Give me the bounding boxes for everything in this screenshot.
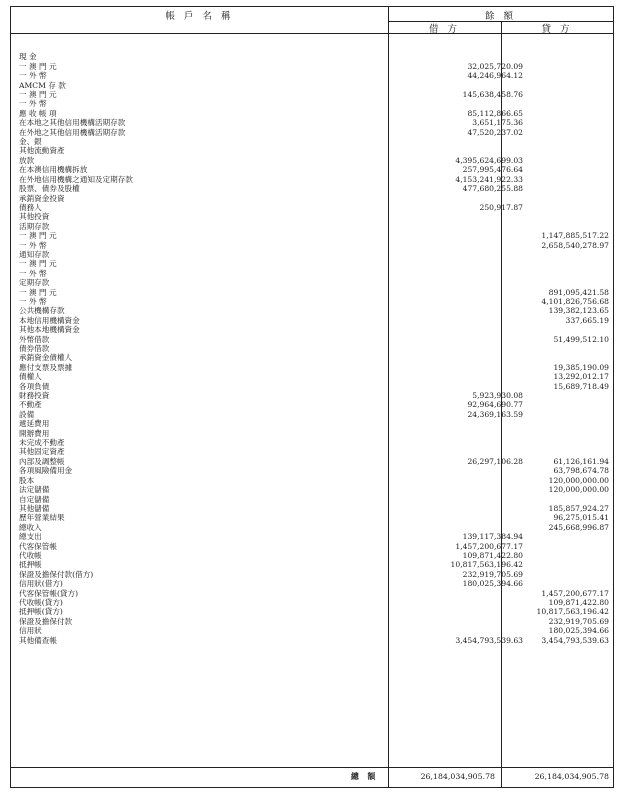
table-row bbox=[11, 457, 613, 466]
divider-body-total bbox=[11, 767, 613, 768]
table-row bbox=[11, 288, 613, 297]
account-label: 內部及調整帳 bbox=[19, 456, 65, 466]
table-row bbox=[11, 429, 613, 438]
table-row bbox=[11, 325, 613, 334]
account-label: 各項風險備用金 bbox=[19, 466, 73, 476]
debit-amount: 3,454,793,539.63 bbox=[455, 635, 523, 645]
table-row bbox=[11, 118, 613, 127]
table-row bbox=[11, 335, 613, 344]
table-row bbox=[11, 99, 613, 108]
account-label: 一 澳 門 元 bbox=[19, 287, 57, 297]
table-row bbox=[11, 71, 613, 80]
table-row bbox=[11, 146, 613, 155]
account-label: 本地信用機構資金 bbox=[19, 315, 80, 325]
account-label: 開辦費用 bbox=[19, 428, 50, 438]
table-row bbox=[11, 353, 613, 362]
debit-amount: 47,520,237.02 bbox=[467, 127, 523, 137]
account-label: 現 金 bbox=[19, 52, 37, 62]
account-label: 在本地之其他信用機構活期存款 bbox=[19, 118, 126, 128]
table-row bbox=[11, 241, 613, 250]
credit-amount: 61,126,161.94 bbox=[553, 456, 609, 466]
account-label: 抵押帳(貸方) bbox=[19, 607, 63, 617]
account-label: 一 澳 門 元 bbox=[19, 61, 57, 71]
table-row bbox=[11, 109, 613, 118]
credit-amount: 1,457,200,677.17 bbox=[541, 588, 609, 598]
header-debit: 借 方 bbox=[428, 24, 461, 35]
table-row bbox=[11, 250, 613, 259]
table-row bbox=[11, 137, 613, 146]
account-label: 一 外 幣 bbox=[19, 71, 47, 81]
table-row bbox=[11, 81, 613, 90]
account-label: 債券借款 bbox=[19, 344, 50, 353]
table-row bbox=[11, 165, 613, 174]
account-label: 代收帳 bbox=[19, 550, 42, 560]
table-row bbox=[11, 419, 613, 428]
account-label: 其他流動資產 bbox=[19, 146, 65, 156]
table-row bbox=[11, 532, 613, 541]
account-label: 信用狀(借方) bbox=[19, 579, 63, 589]
table-row bbox=[11, 52, 613, 61]
credit-amount: 3,454,793,539.63 bbox=[541, 635, 609, 645]
account-label: 自定儲備 bbox=[19, 494, 50, 504]
credit-amount: 109,871,422.80 bbox=[548, 597, 609, 607]
total-credit: 26,184,034,905.78 bbox=[534, 772, 609, 781]
table-row bbox=[11, 400, 613, 409]
account-label: 一 澳 門 元 bbox=[19, 259, 57, 269]
table-row bbox=[11, 523, 613, 532]
debit-amount: 180,025,394.66 bbox=[462, 579, 523, 589]
account-label: 代收帳(貸方) bbox=[19, 597, 63, 607]
credit-amount: 337,665.19 bbox=[565, 315, 609, 325]
debit-amount: 26,297,106.28 bbox=[467, 456, 523, 466]
table-row bbox=[11, 259, 613, 268]
credit-amount: 10,817,563,196.42 bbox=[536, 607, 609, 617]
table-row bbox=[11, 90, 613, 99]
account-label: 各項負債 bbox=[19, 381, 50, 391]
table-row bbox=[11, 636, 613, 645]
account-label: 在外地之其他信用機構活期存款 bbox=[19, 127, 126, 137]
account-label: 遞延費用 bbox=[19, 419, 50, 429]
debit-amount: 109,871,422.80 bbox=[462, 550, 523, 560]
account-label: 債務人 bbox=[19, 202, 42, 212]
account-label: 股本 bbox=[19, 475, 35, 485]
account-label: 代客保管帳(貸方) bbox=[19, 588, 79, 598]
account-label: 一 外 幣 bbox=[19, 296, 47, 306]
total-debit: 26,184,034,905.78 bbox=[420, 772, 495, 781]
account-label: AMCM 存 款 bbox=[19, 80, 66, 90]
credit-amount: 180,025,394.66 bbox=[548, 626, 609, 636]
table-row bbox=[11, 485, 613, 494]
account-label: 保證及擔保付款 bbox=[19, 616, 73, 626]
credit-amount: 15,689,718.49 bbox=[553, 381, 609, 391]
credit-amount: 13,292,012.17 bbox=[553, 372, 609, 382]
account-rows bbox=[11, 43, 613, 645]
debit-amount: 1,457,200,677.17 bbox=[455, 541, 523, 551]
table-row bbox=[11, 607, 613, 616]
table-row bbox=[11, 212, 613, 221]
account-label: 其他備查帳 bbox=[19, 635, 57, 645]
account-label: 財務投資 bbox=[19, 391, 50, 401]
credit-amount: 2,658,540,278.97 bbox=[541, 240, 609, 250]
account-label: 活期存款 bbox=[19, 221, 50, 231]
credit-amount: 1,147,885,517.22 bbox=[541, 231, 609, 241]
table-row bbox=[11, 589, 613, 598]
account-label: 未完成不動產 bbox=[19, 438, 65, 448]
account-label: 承銷資金債權人 bbox=[19, 353, 73, 363]
account-label: 一 外 幣 bbox=[19, 99, 47, 109]
table-row bbox=[11, 344, 613, 353]
account-label: 承銷資金投資 bbox=[19, 193, 65, 203]
debit-amount: 24,369,163.59 bbox=[467, 409, 523, 419]
account-label: 總支出 bbox=[19, 532, 42, 542]
header-credit: 貸 方 bbox=[541, 24, 573, 35]
header-account-name: 帳 戶 名 稱 bbox=[165, 11, 234, 22]
debit-amount: 232,919,705.69 bbox=[462, 569, 523, 579]
table-row bbox=[11, 269, 613, 278]
credit-amount: 4,101,826,756.68 bbox=[541, 296, 609, 306]
table-row bbox=[11, 626, 613, 635]
credit-amount: 891,095,421.58 bbox=[548, 287, 609, 297]
table-row bbox=[11, 513, 613, 522]
credit-amount: 120,000,000.00 bbox=[548, 475, 609, 485]
table-row bbox=[11, 306, 613, 315]
table-row bbox=[11, 278, 613, 287]
account-label: 應付支票及票據 bbox=[19, 362, 73, 372]
table-row bbox=[11, 382, 613, 391]
table-row bbox=[11, 542, 613, 551]
table-row bbox=[11, 156, 613, 165]
balance-sheet-table bbox=[10, 6, 614, 788]
table-row bbox=[11, 363, 613, 372]
total-label: 總 額 bbox=[351, 772, 379, 781]
account-label: 一 澳 門 元 bbox=[19, 231, 57, 241]
table-row bbox=[11, 560, 613, 569]
account-label: 其他儲備 bbox=[19, 503, 50, 513]
account-label: 股票、債券及股權 bbox=[19, 184, 80, 194]
debit-amount: 250,917.87 bbox=[479, 202, 523, 212]
table-row bbox=[11, 476, 613, 485]
account-label: 歷年營業結果 bbox=[19, 513, 65, 523]
debit-amount: 3,651,175.36 bbox=[472, 118, 523, 128]
table-row bbox=[11, 297, 613, 306]
table-row bbox=[11, 231, 613, 240]
debit-amount: 4,153,241,922.33 bbox=[455, 174, 523, 184]
account-label: 法定儲備 bbox=[19, 485, 50, 495]
account-label: 通知存款 bbox=[19, 249, 50, 259]
table-row bbox=[11, 194, 613, 203]
table-row bbox=[11, 504, 613, 513]
debit-amount: 257,995,476.64 bbox=[462, 165, 523, 175]
table-row bbox=[11, 43, 613, 52]
account-label: 代客保管帳 bbox=[19, 541, 57, 551]
account-label: 定期存款 bbox=[19, 278, 50, 288]
account-label: 應 收 帳 項 bbox=[19, 108, 57, 118]
account-label: 總收入 bbox=[19, 522, 42, 532]
account-label: 其他固定資產 bbox=[19, 447, 65, 457]
account-label: 金、銀 bbox=[19, 137, 42, 147]
total-row bbox=[11, 769, 613, 785]
debit-amount: 5,923,930.08 bbox=[472, 391, 523, 401]
account-label: 不動產 bbox=[19, 400, 42, 410]
table-row bbox=[11, 175, 613, 184]
credit-amount: 232,919,705.69 bbox=[548, 616, 609, 626]
table-row bbox=[11, 372, 613, 381]
table-row bbox=[11, 495, 613, 504]
account-label: 在外地信用機構之通知及定期存款 bbox=[19, 174, 133, 184]
table-row bbox=[11, 316, 613, 325]
credit-amount: 96,275,015.41 bbox=[553, 513, 609, 523]
debit-amount: 85,112,866.65 bbox=[467, 108, 523, 118]
credit-amount: 51,499,512.10 bbox=[553, 334, 609, 344]
debit-amount: 44,246,964.12 bbox=[467, 71, 523, 81]
account-label: 一 外 幣 bbox=[19, 240, 47, 250]
table-row bbox=[11, 222, 613, 231]
debit-amount: 32,025,720.09 bbox=[467, 61, 523, 71]
account-label: 公共機構存款 bbox=[19, 306, 65, 316]
debit-amount: 145,638,458.76 bbox=[462, 90, 523, 100]
account-label: 放款 bbox=[19, 155, 35, 165]
account-label: 其他本地機構資金 bbox=[19, 325, 80, 335]
account-label: 保證及擔保付款(借方) bbox=[19, 569, 94, 579]
account-label: 抵押帳 bbox=[19, 560, 42, 570]
credit-amount: 185,857,924.27 bbox=[548, 503, 609, 513]
credit-amount: 19,385,190.09 bbox=[553, 362, 609, 372]
account-label: 一 澳 門 元 bbox=[19, 90, 57, 100]
account-label: 其他投資 bbox=[19, 212, 50, 222]
table-row bbox=[11, 184, 613, 193]
debit-amount: 139,117,384.94 bbox=[462, 532, 523, 542]
table-row bbox=[11, 570, 613, 579]
table-row bbox=[11, 579, 613, 588]
table-row bbox=[11, 438, 613, 447]
header-balance: 餘 額 bbox=[484, 11, 517, 22]
table-row bbox=[11, 391, 613, 400]
table-row bbox=[11, 466, 613, 475]
debit-amount: 4,395,624,699.03 bbox=[455, 155, 523, 165]
table-row bbox=[11, 203, 613, 212]
account-label: 在本澳信用機構拆放 bbox=[19, 165, 88, 175]
debit-amount: 477,680,255.88 bbox=[462, 184, 523, 194]
credit-amount: 63,798,674.78 bbox=[553, 466, 609, 476]
account-label: 一 外 幣 bbox=[19, 268, 47, 278]
table-row bbox=[11, 447, 613, 456]
table-row bbox=[11, 410, 613, 419]
credit-amount: 120,000,000.00 bbox=[548, 485, 609, 495]
credit-amount: 245,668,996.87 bbox=[548, 522, 609, 532]
account-label: 外幣借款 bbox=[19, 334, 50, 344]
table-row bbox=[11, 551, 613, 560]
table-row bbox=[11, 62, 613, 71]
account-label: 設備 bbox=[19, 409, 35, 419]
credit-amount: 139,382,123.65 bbox=[548, 306, 609, 316]
account-label: 信用狀 bbox=[19, 626, 42, 636]
table-row bbox=[11, 617, 613, 626]
debit-amount: 92,964,690.77 bbox=[467, 400, 523, 410]
table-row bbox=[11, 128, 613, 137]
debit-amount: 10,817,563,196.42 bbox=[450, 560, 523, 570]
table-row bbox=[11, 598, 613, 607]
account-label: 債權人 bbox=[19, 372, 42, 382]
